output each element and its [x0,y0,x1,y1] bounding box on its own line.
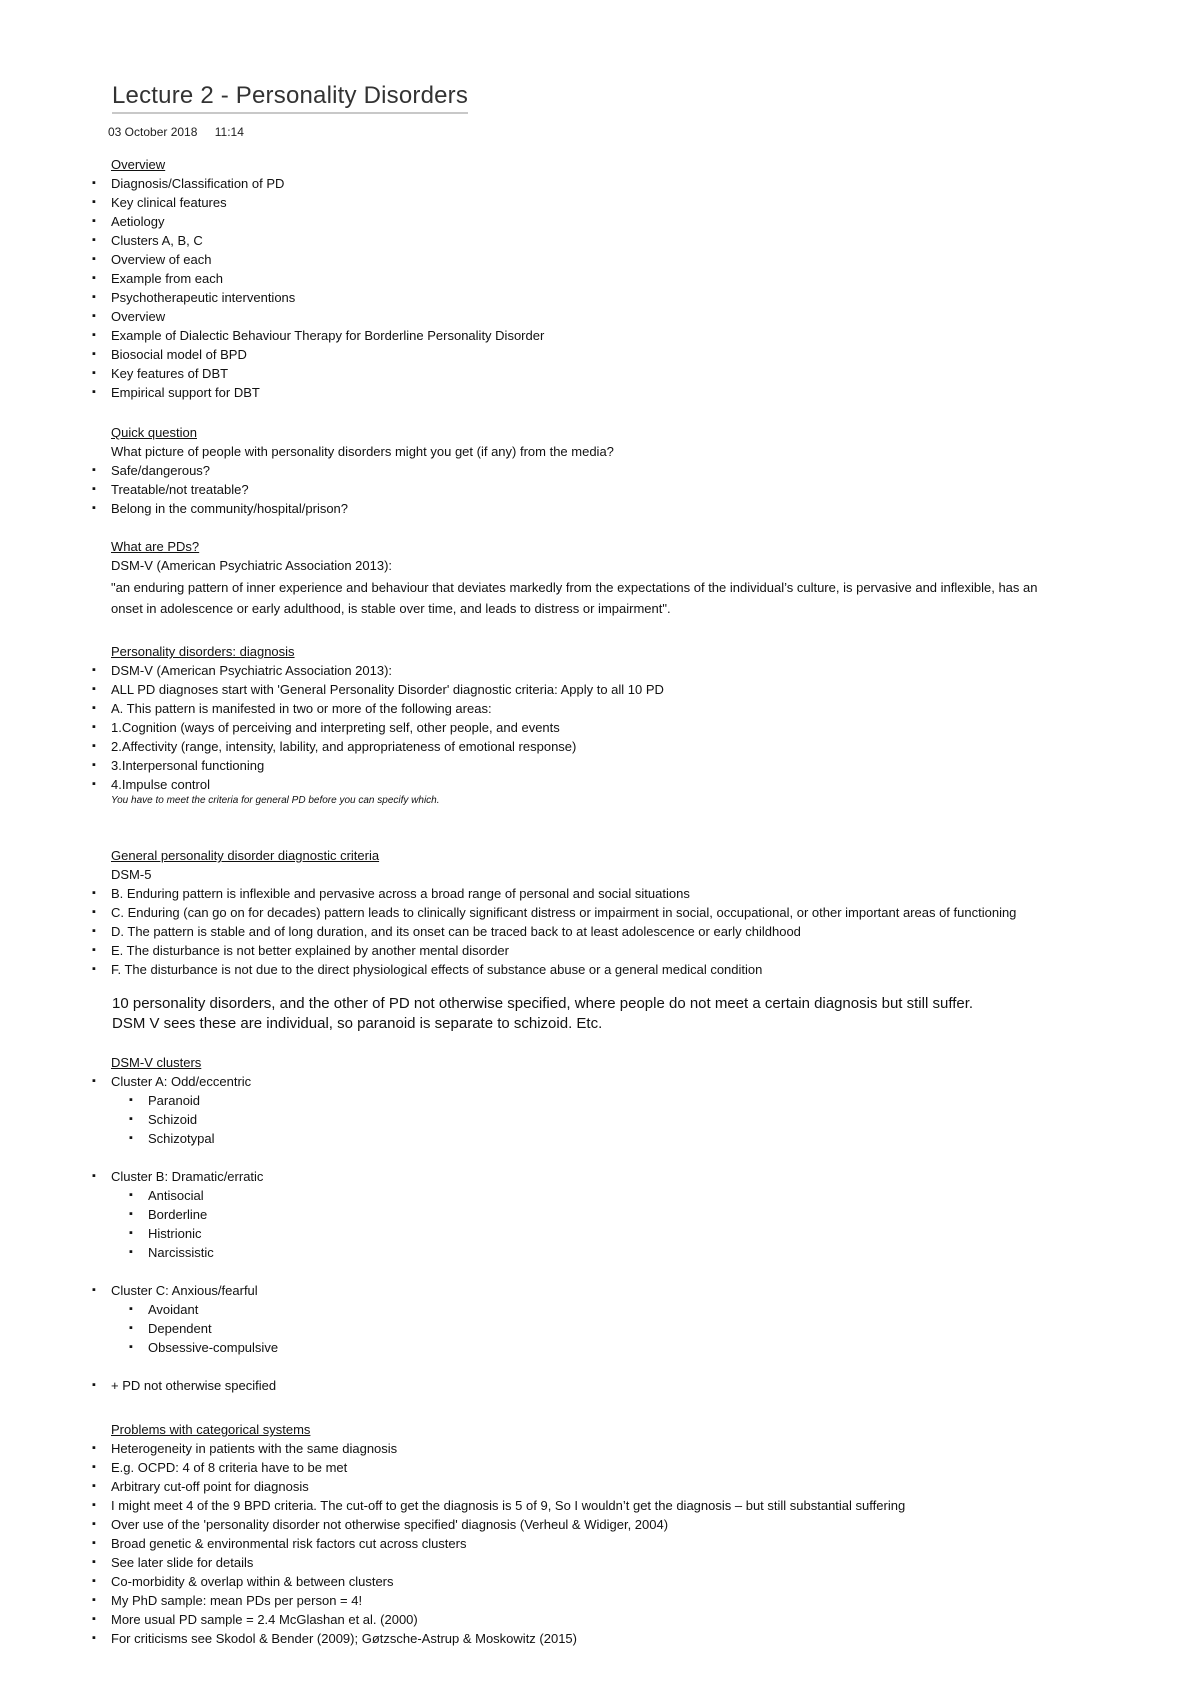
bullet-icon: ▪ [92,386,96,398]
bullet-icon: ▪ [92,291,96,303]
overview-item: Overview of each [111,252,212,267]
general-criteria-item: B. Enduring pattern is inflexible and pervasive across a broad range of personal and social situations [111,886,690,901]
cluster-subtype: Antisocial [148,1188,204,1203]
bullet-icon: ▪ [92,367,96,379]
diagnosis-item: A. This pattern is manifested in two or more of the following areas: [111,701,492,716]
bullet-icon: ▪ [92,1379,96,1391]
bullet-icon: ▪ [92,1556,96,1568]
cluster-subtype: Schizoid [148,1112,198,1127]
problems-item: Co-morbidity & overlap within & between clusters [111,1574,394,1589]
overview-item: Empirical support for DBT [111,385,260,400]
what-are-heading: What are PDs? [111,539,200,554]
definition-quote-line: "an enduring pattern of inner experience and behaviour that deviates markedly from the expectations of the individual’s culture, is pervasive and inflexible, has an [111,580,1038,595]
overview-item: Key clinical features [111,195,227,210]
cluster-subtype: Dependent [148,1321,212,1336]
overview-item: Overview [111,309,166,324]
general-criteria-heading: General personality disorder diagnostic criteria [111,848,380,863]
bullet-icon: ▪ [92,944,96,956]
note-large-line: 10 personality disorders, and the other of PD not otherwise specified, where people do not meet a certain diagnosis but still suffer. [112,995,974,1012]
problems-item: More usual PD sample = 2.4 McGlashan et al. (2000) [111,1612,418,1627]
bullet-icon: ▪ [92,1480,96,1492]
time-text: 11:14 [214,125,244,139]
bullet-icon: ▪ [92,1461,96,1473]
quick-question-item: Safe/dangerous? [111,463,211,478]
what-are-source: DSM-V (American Psychiatric Association 2013): [111,558,393,573]
bullet-icon: ▪ [129,1303,133,1315]
problems-item: See later slide for details [111,1555,254,1570]
cluster-a-label: Cluster A: Odd/eccentric [111,1074,252,1089]
bullet-icon: ▪ [129,1227,133,1239]
quick-question-item: Belong in the community/hospital/prison? [111,501,349,516]
bullet-icon: ▪ [92,1594,96,1606]
general-criteria-item: F. The disturbance is not due to the direct physiological effects of substance abuse or a general medical condition [111,962,763,977]
problems-item: Heterogeneity in patients with the same diagnosis [111,1441,398,1456]
quick-question-heading: Quick question [111,425,197,440]
bullet-icon: ▪ [129,1208,133,1220]
problems-item: Over use of the 'personality disorder not otherwise specified' diagnosis (Verheul & Widiger, 2004) [111,1517,669,1532]
bullet-icon: ▪ [92,215,96,227]
definition-quote-line: onset in adolescence or early adulthood, is stable over time, and leads to distress or impairment". [111,601,671,616]
diagnosis-item: ALL PD diagnoses start with 'General Personality Disorder' diagnostic criteria: Apply to all 10 PD [111,682,664,697]
cluster-extra: + PD not otherwise specified [111,1378,277,1393]
bullet-icon: ▪ [92,1518,96,1530]
bullet-icon: ▪ [92,1284,96,1296]
bullet-icon: ▪ [92,1170,96,1182]
bullet-icon: ▪ [92,464,96,476]
quick-question-text: What picture of people with personality disorders might you get (if any) from the media? [111,444,614,459]
page-timestamp [108,125,244,139]
general-criteria-source: DSM-5 [111,867,152,882]
bullet-icon: ▪ [92,721,96,733]
diagnosis-item: 1.Cognition (ways of perceiving and interpreting self, other people, and events [111,720,560,735]
problems-item: Broad genetic & environmental risk factors cut across clusters [111,1536,467,1551]
quick-question-item: Treatable/not treatable? [111,482,249,497]
cluster-subtype: Schizotypal [148,1131,215,1146]
bullet-icon: ▪ [92,348,96,360]
bullet-icon: ▪ [129,1341,133,1353]
overview-heading: Overview [111,157,166,172]
bullet-icon: ▪ [92,963,96,975]
bullet-icon: ▪ [92,664,96,676]
overview-item: Example of Dialectic Behaviour Therapy for Borderline Personality Disorder [111,328,545,343]
cluster-subtype: Narcissistic [148,1245,214,1260]
bullet-icon: ▪ [92,778,96,790]
bullet-icon: ▪ [92,483,96,495]
problems-item: I might meet 4 of the 9 BPD criteria. The cut-off to get the diagnosis is 5 of 9, So I wouldn’t get the diagnosis – but still substantial suffering [111,1498,906,1513]
cluster-b-label: Cluster B: Dramatic/erratic [111,1169,264,1184]
bullet-icon: ▪ [92,887,96,899]
diagnosis-heading: Personality disorders: diagnosis [111,644,295,659]
date-text: 03 October 2018 [108,125,198,139]
problems-item: My PhD sample: mean PDs per person = 4! [111,1593,363,1608]
overview-item: Key features of DBT [111,366,229,381]
bullet-icon: ▪ [92,177,96,189]
overview-item: Psychotherapeutic interventions [111,290,296,305]
general-criteria-item: C. Enduring (can go on for decades) pattern leads to clinically significant distress or impairment in social, occupational, or other important areas of functioning [111,905,1017,920]
bullet-icon: ▪ [92,906,96,918]
bullet-icon: ▪ [92,759,96,771]
bullet-icon: ▪ [92,702,96,714]
problems-item: Arbitrary cut-off point for diagnosis [111,1479,309,1494]
note-large-line: DSM V sees these are individual, so paranoid is separate to schizoid. Etc. [112,1015,603,1032]
bullet-icon: ▪ [92,310,96,322]
bullet-icon: ▪ [92,253,96,265]
overview-item: Biosocial model of BPD [111,347,247,362]
diagnosis-item: 4.Impulse control [111,777,210,792]
bullet-icon: ▪ [92,683,96,695]
bullet-icon: ▪ [92,1632,96,1644]
clusters-heading: DSM-V clusters [111,1055,202,1070]
page-title: Lecture 2 - Personality Disorders [112,82,468,114]
overview-item: Aetiology [111,214,165,229]
cluster-subtype: Histrionic [148,1226,202,1241]
problems-item: For criticisms see Skodol & Bender (2009); Gøtzsche-Astrup & Moskowitz (2015) [111,1631,577,1646]
bullet-icon: ▪ [129,1113,133,1125]
bullet-icon: ▪ [92,1575,96,1587]
overview-item: Diagnosis/Classification of PD [111,176,285,191]
bullet-icon: ▪ [92,502,96,514]
diagnosis-item: DSM-V (American Psychiatric Association 2013): [111,663,393,678]
bullet-icon: ▪ [92,1499,96,1511]
bullet-icon: ▪ [129,1094,133,1106]
problems-heading: Problems with categorical systems [111,1422,311,1437]
general-criteria-item: E. The disturbance is not better explained by another mental disorder [111,943,509,958]
diagnosis-item: 3.Interpersonal functioning [111,758,265,773]
bullet-icon: ▪ [92,1075,96,1087]
problems-item: E.g. OCPD: 4 of 8 criteria have to be met [111,1460,348,1475]
bullet-icon: ▪ [92,1537,96,1549]
bullet-icon: ▪ [92,329,96,341]
bullet-icon: ▪ [92,740,96,752]
bullet-icon: ▪ [92,1613,96,1625]
overview-item: Clusters A, B, C [111,233,203,248]
cluster-subtype: Obsessive-compulsive [148,1340,279,1355]
cluster-subtype: Borderline [148,1207,208,1222]
bullet-icon: ▪ [129,1246,133,1258]
bullet-icon: ▪ [129,1132,133,1144]
bullet-icon: ▪ [92,272,96,284]
cluster-subtype: Paranoid [148,1093,201,1108]
bullet-icon: ▪ [92,234,96,246]
general-criteria-item: D. The pattern is stable and of long duration, and its onset can be traced back to at least adolescence or early childhood [111,924,801,939]
bullet-icon: ▪ [92,196,96,208]
diagnosis-note: You have to meet the criteria for general PD before you can specify which. [111,795,440,806]
overview-item: Example from each [111,271,223,286]
bullet-icon: ▪ [129,1322,133,1334]
cluster-c-label: Cluster C: Anxious/fearful [111,1283,258,1298]
bullet-icon: ▪ [129,1189,133,1201]
bullet-icon: ▪ [92,925,96,937]
bullet-icon: ▪ [92,1442,96,1454]
cluster-subtype: Avoidant [148,1302,199,1317]
diagnosis-item: 2.Affectivity (range, intensity, lability, and appropriateness of emotional response) [111,739,577,754]
